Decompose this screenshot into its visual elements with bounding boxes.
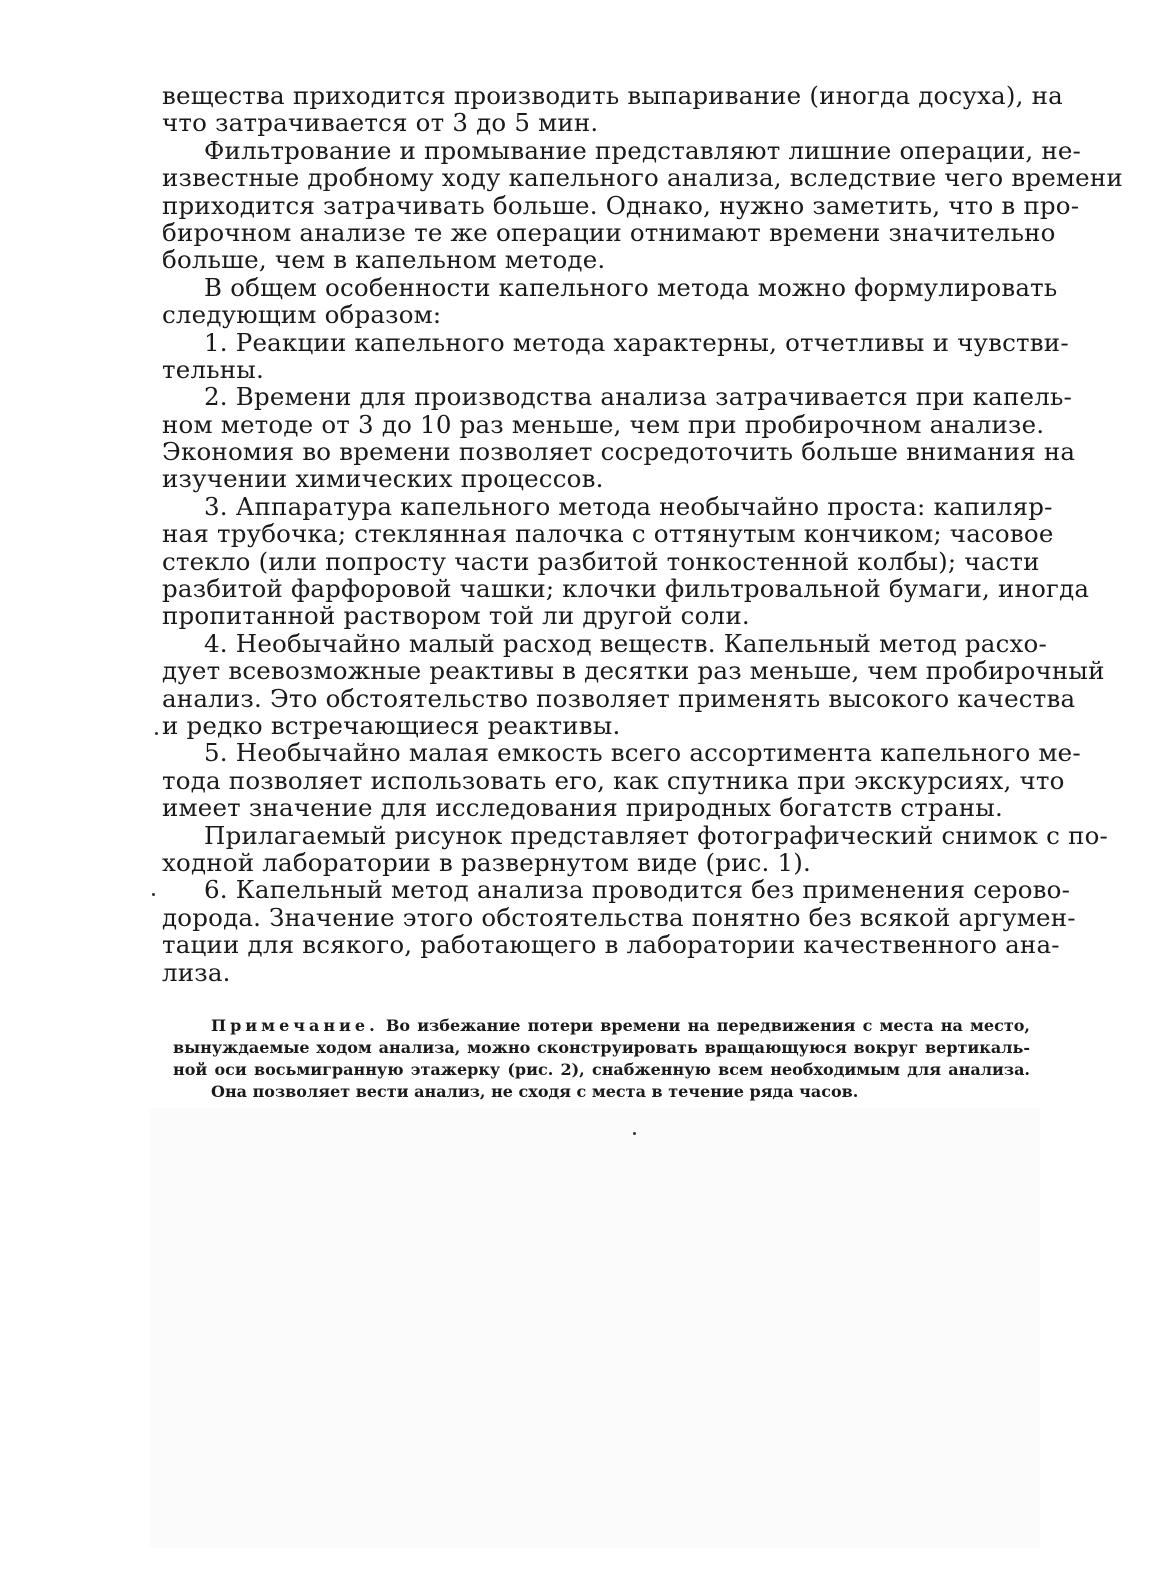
- list-item: [162, 491, 1090, 631]
- text-line: приходится затрачивать больше. Однако, нужно заметить, что в про-: [162, 190, 1080, 220]
- paragraph: [162, 135, 1123, 275]
- list-item: [162, 382, 1076, 494]
- text-line: ная трубочка; стеклянная палочка с оттянутым кончиком; часовое: [162, 519, 1054, 549]
- text-line: и редко встречающиеся реактивы.: [162, 710, 621, 740]
- list-item: [162, 875, 1076, 987]
- text-line: дорода. Значение этого обстоятельства понятно без всякой аргумен-: [162, 902, 1076, 932]
- text-line: анализ. Это обстоятельство позволяет применять высокого качества: [162, 683, 1076, 713]
- text-line: что затрачивается от 3 до 5 мин.: [162, 108, 599, 138]
- main-text: [162, 81, 1123, 987]
- paragraph: [162, 81, 1063, 138]
- text-line: следующим образом:: [162, 300, 442, 330]
- text-line: тельны.: [162, 354, 264, 384]
- text-line: 2. Времени для производства анализа затрачивается при капель-: [204, 382, 1073, 412]
- note-text: Во избежание потери времени на передвижения с места на место,: [385, 1016, 1030, 1035]
- note-first-line: [173, 1015, 1030, 1037]
- text-line: 4. Необычайно малый расход веществ. Капельный метод расхо-: [204, 628, 1047, 658]
- text-line: Фильтрование и промывание представляют лишние операции, не-: [204, 135, 1082, 165]
- text-line: дует всевозможные реактивы в десятки раз меньше, чем пробирочный: [162, 656, 1105, 686]
- text-line: изучении химических процессов.: [162, 464, 604, 494]
- text-line: известные дробному ходу капельного анализа, вследствие чего времени: [162, 163, 1123, 193]
- text-line: 3. Аппаратура капельного метода необычайно проста: капиляр-: [204, 491, 1053, 521]
- list-item: [162, 327, 1069, 384]
- text-line: Экономия во времени позволяет сосредоточить больше внимания на: [162, 437, 1076, 467]
- text-line: 1. Реакции капельного метода характерны, отчетливы и чувстви-: [204, 327, 1069, 357]
- scan-speck: [155, 732, 158, 735]
- note-line: вынуждаемые ходом анализа, можно сконструировать вращающуюся вокруг вертикаль-: [173, 1038, 1030, 1057]
- text-line: тода позволяет использовать его, как спутника при экскурсиях, что: [162, 765, 1065, 795]
- text-line: имеет значение для исследования природных богатств страны.: [162, 793, 1003, 823]
- text-line: лиза.: [162, 957, 231, 987]
- scan-speck: [152, 893, 155, 896]
- text-line: В общем особенности капельного метода можно формулировать: [204, 272, 1058, 302]
- text-line: 5. Необычайно малая емкость всего ассортимента капельного ме-: [204, 738, 1081, 768]
- scan-speck: [633, 1132, 636, 1135]
- note-line: ной оси восьмигранную этажерку (рис. 2), снабженную всем необходимым для анализа.: [173, 1060, 1030, 1079]
- list-item: [162, 628, 1105, 740]
- text-line: ном методе от 3 до 10 раз меньше, чем при пробирочном анализе.: [162, 409, 1045, 439]
- scan-background-tint: [150, 1108, 1040, 1548]
- text-line: бирочном анализе те же операции отнимают времени значительно: [162, 217, 1056, 247]
- text-line: тации для всякого, работающего в лаборатории качественного ана-: [162, 930, 1060, 960]
- list-item: [162, 738, 1081, 823]
- text-line: вещества приходится производить выпаривание (иногда досуха), на: [162, 81, 1063, 110]
- text-line: Прилагаемый рисунок представляет фотографический снимок с по-: [204, 820, 1109, 850]
- text-line: ходной лаборатории в развернутом виде (рис. 1).: [162, 847, 812, 877]
- text-line: 6. Капельный метод анализа проводится без применения серово-: [204, 875, 1071, 905]
- text-line: стекло (или попросту части разбитой тонкостенной колбы); части: [162, 546, 1040, 576]
- note-heading: Примечание.: [211, 1016, 379, 1035]
- text-line: больше, чем в капельном методе.: [162, 245, 606, 275]
- paragraph: [162, 272, 1058, 330]
- text-line: разбитой фарфоровой чашки; клочки фильтровальной бумаги, иногда: [162, 574, 1090, 604]
- paragraph: [162, 820, 1109, 877]
- footnote: [173, 1015, 1030, 1103]
- note-line: Она позволяет вести анализ, не сходя с места в течение ряда часов.: [211, 1082, 859, 1101]
- text-line: пропитанной раствором той ли другой соли.: [162, 601, 750, 631]
